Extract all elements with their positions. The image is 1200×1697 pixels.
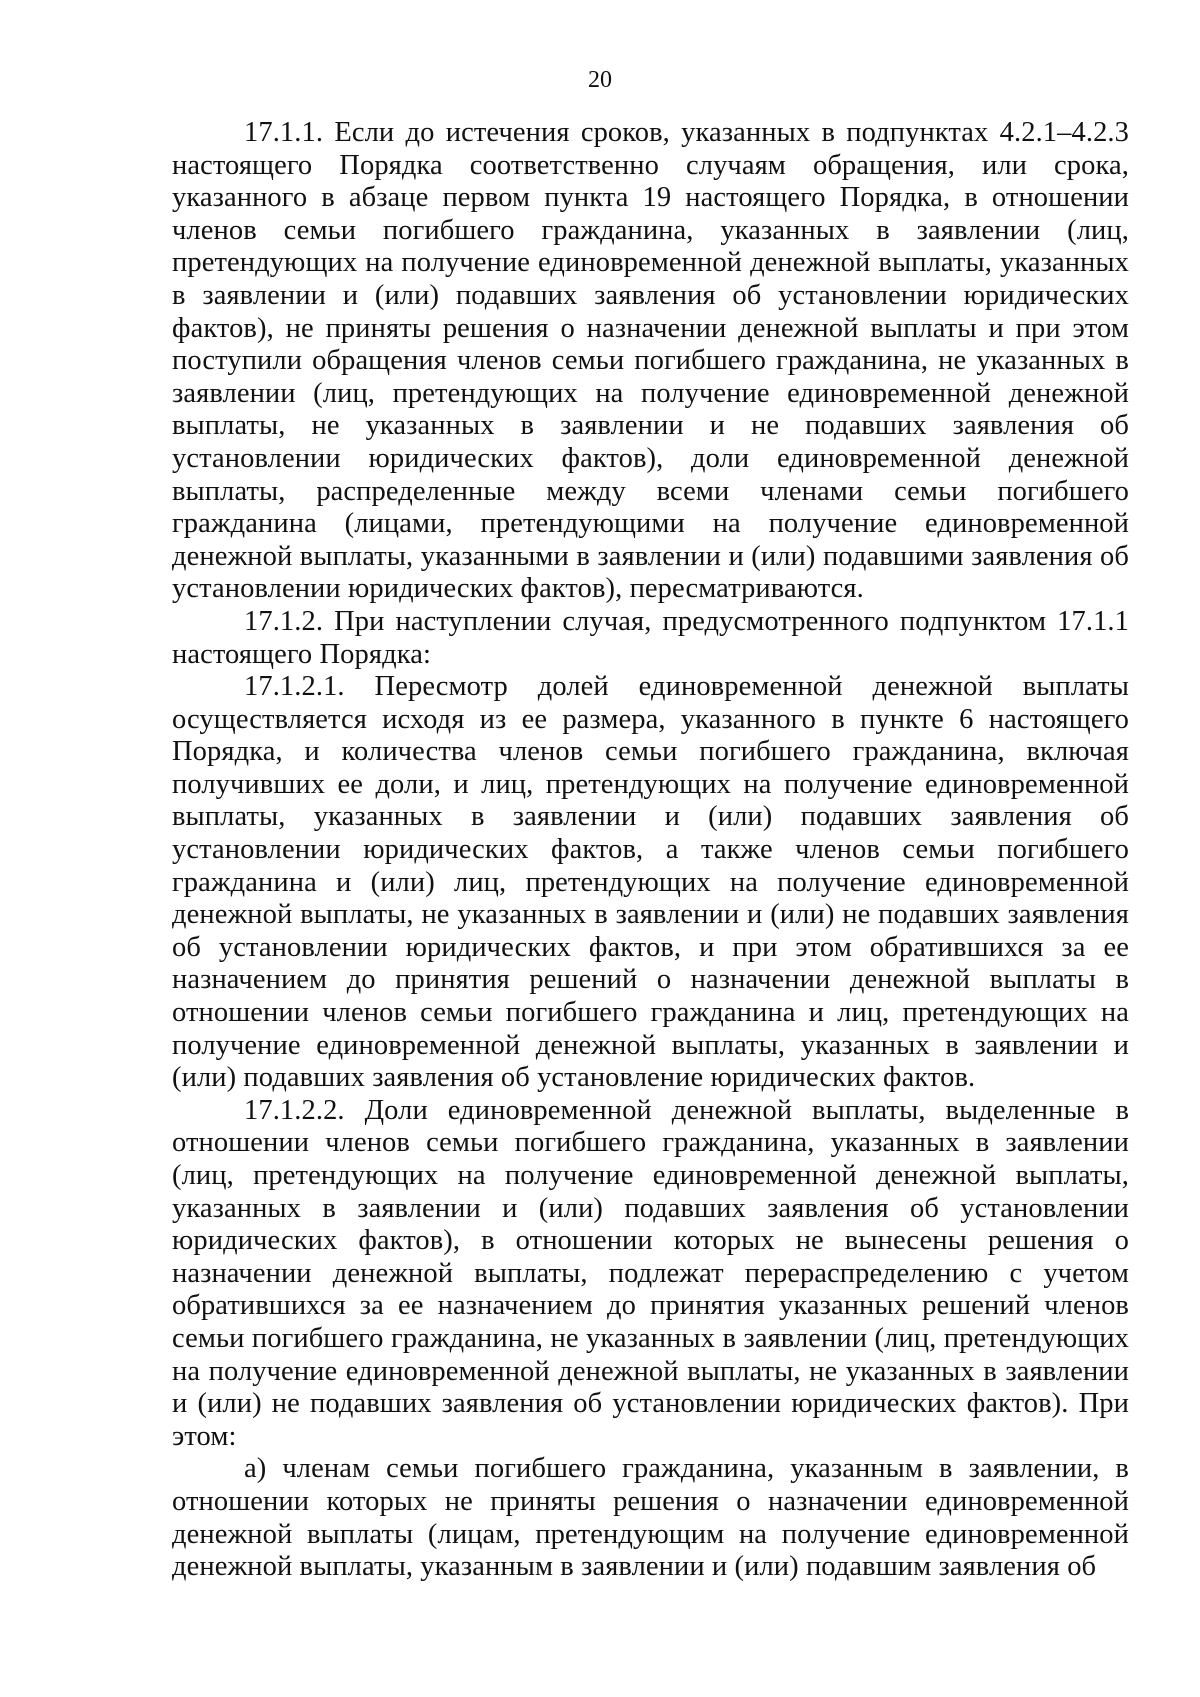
paragraph-17-1-2: 17.1.2. При наступлении случая, предусмотренного подпунктом 17.1.1 настоящего Порядка: — [172, 605, 1129, 670]
paragraph-item-a: а) членам семьи погибшего гражданина, указанным в заявлении, в отношении которых не приняты решения о назначении единовременной денежной выплаты (лицам, претендующим на получение единовременной денежной выплаты, указанным в заявлении и (или) подавшим заявления об — [172, 1453, 1129, 1583]
page-number: 20 — [588, 67, 612, 93]
document-body — [172, 117, 1129, 1584]
paragraph-17-1-2-2: 17.1.2.2. Доли единовременной денежной выплаты, выделенные в отношении членов семьи погибшего гражданина, указанных в заявлении (лиц, претендующих на получение единовременной денежной выплаты, указанных в заявлении и (или) подавших заявления об установлении юридических фактов), в отношении которых не вынесены решения о назначении денежной выплаты, подлежат перераспределению с учетом обратившихся за ее назначением до принятия указанных решений членов семьи погибшего гражданина, не указанных в заявлении (лиц, претендующих на получение единовременной денежной выплаты, не указанных в заявлении и (или) не подавших заявления об установлении юридических фактов). При этом: — [172, 1094, 1129, 1452]
paragraph-17-1-1: 17.1.1. Если до истечения сроков, указанных в подпунктах 4.2.1–4.2.3 настоящего Порядка соответственно случаям обращения, или срока, указанного в абзаце первом пункта 19 настоящего Порядка, в отношении членов семьи погибшего гражданина, указанных в заявлении (лиц, претендующих на получение единовременной денежной выплаты, указанных в заявлении и (или) подавших заявления об установлении юридических фактов), не приняты решения о назначении денежной выплаты и при этом поступили обращения членов семьи погибшего гражданина, не указанных в заявлении (лиц, претендующих на получение единовременной денежной выплаты, не указанных в заявлении и не подавших заявления об установлении юридических фактов), доли единовременной денежной выплаты, распределенные между всеми членами семьи погибшего гражданина (лицами, претендующими на получение единовременной денежной выплаты, указанными в заявлении и (или) подавшими заявления об установлении юридических фактов), пересматриваются. — [172, 117, 1129, 605]
paragraph-17-1-2-1: 17.1.2.1. Пересмотр долей единовременной денежной выплаты осуществляется исходя из ее размера, указанного в пункте 6 настоящего Порядка, и количества членов семьи погибшего гражданина, включая получивших ее доли, и лиц, претендующих на получение единовременной выплаты, указанных в заявлении и (или) подавших заявления об установлении юридических фактов, а также членов семьи погибшего гражданина и (или) лиц, претендующих на получение единовременной денежной выплаты, не указанных в заявлении и (или) не подавших заявления об установлении юридических фактов, и при этом обратившихся за ее назначением до принятия решений о назначении денежной выплаты в отношении членов семьи погибшего гражданина и лиц, претендующих на получение единовременной денежной выплаты, указанных в заявлении и (или) подавших заявления об установление юридических фактов. — [172, 671, 1129, 1094]
